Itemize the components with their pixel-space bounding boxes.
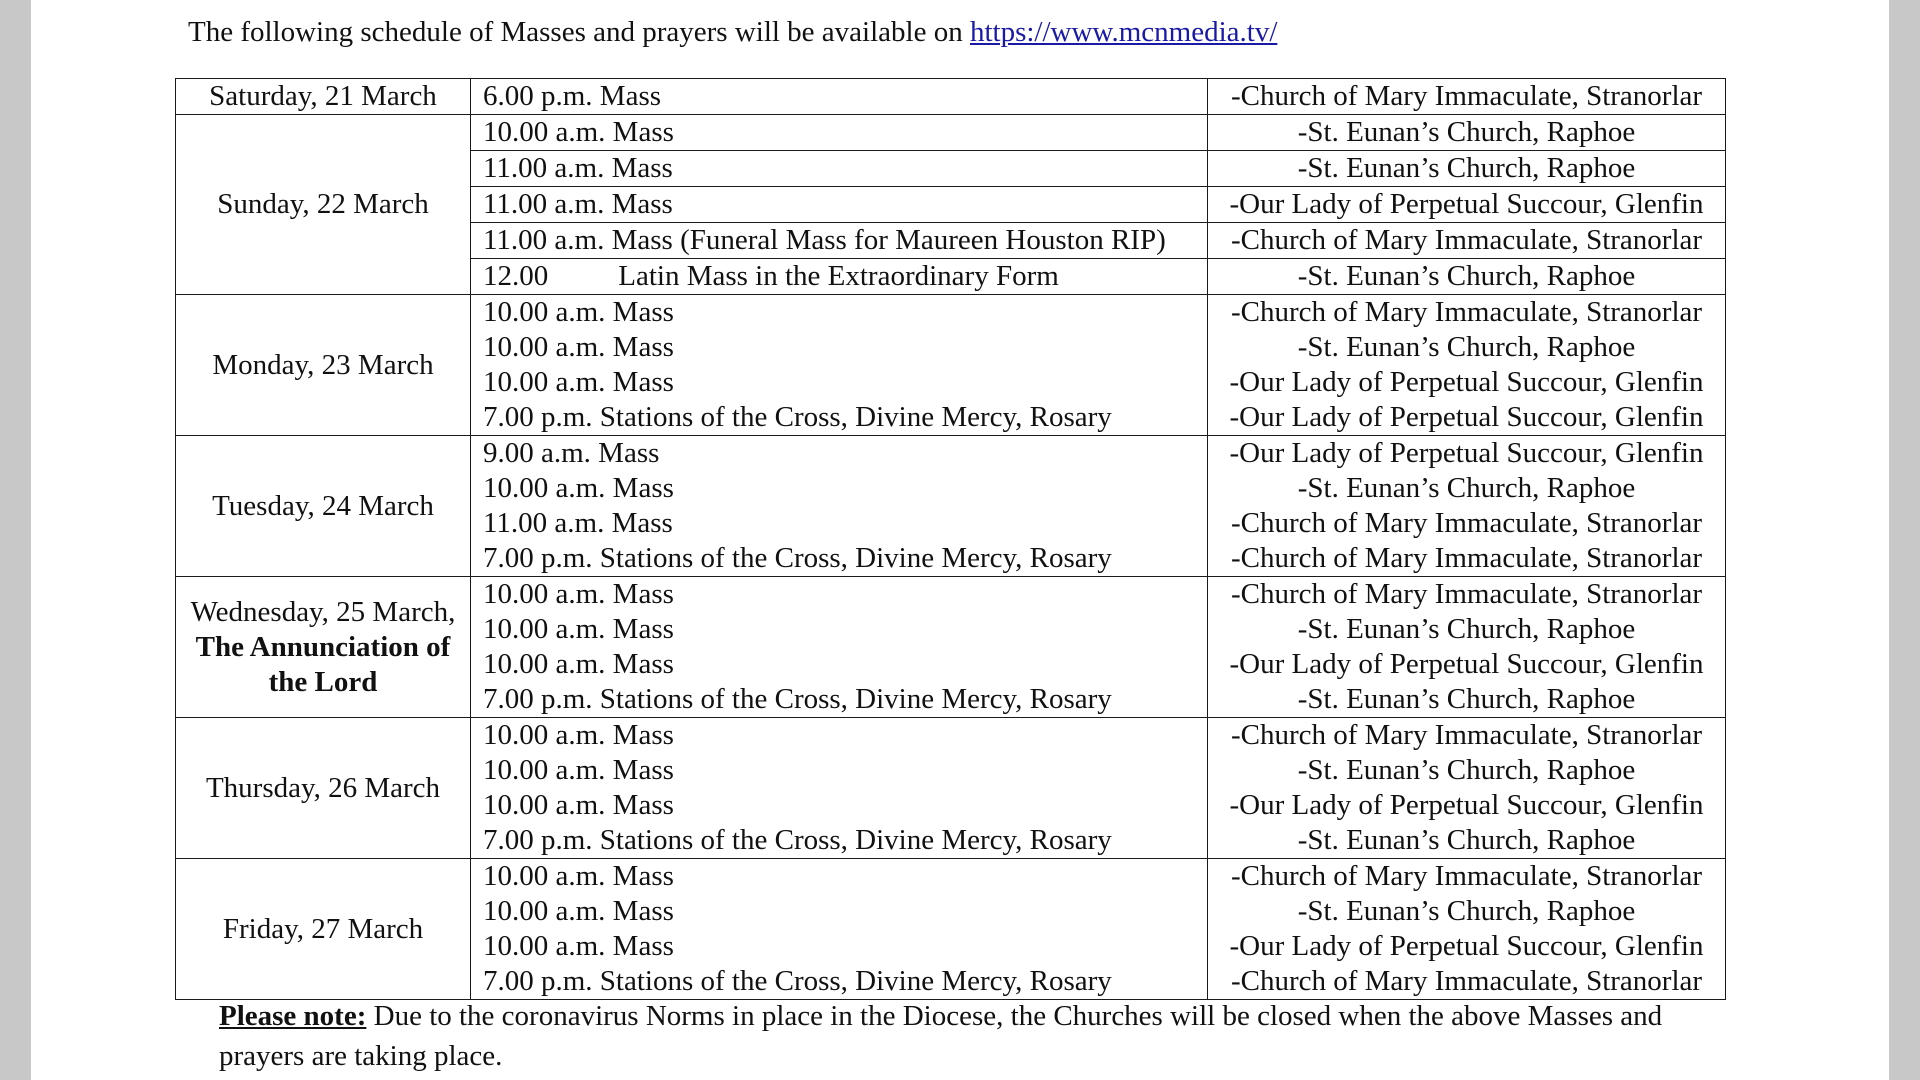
event-text: 11.00 a.m. Mass (Funeral Mass for Maureen Houston RIP) — [483, 224, 1166, 256]
events-cell — [471, 718, 1208, 859]
event-line — [471, 859, 1207, 894]
location-line: -Our Lady of Perpetual Succour, Glenfin — [1229, 401, 1704, 433]
day-cell — [176, 79, 471, 115]
events-cell — [471, 151, 1208, 187]
schedule-table — [175, 78, 1726, 1000]
location-line: -St. Eunan’s Church, Raphoe — [1297, 152, 1636, 184]
location-line: -St. Eunan’s Church, Raphoe — [1297, 331, 1636, 363]
event-text: 10.00 a.m. Mass — [483, 578, 674, 610]
events-cell — [471, 436, 1208, 577]
event-text: 7.00 p.m. Stations of the Cross, Divine Mercy, Rosary — [483, 965, 1112, 997]
event-text: 10.00 a.m. Mass — [483, 116, 674, 148]
day-label: Thursday, 26 March — [205, 771, 441, 804]
event-line — [471, 682, 1207, 717]
event-line — [471, 187, 1207, 222]
events-cell — [471, 115, 1208, 151]
event-line — [471, 365, 1207, 400]
location-line: -St. Eunan’s Church, Raphoe — [1297, 683, 1636, 715]
day-block — [176, 577, 1726, 718]
event-line — [471, 788, 1207, 823]
day-label: Monday, 23 March — [212, 348, 434, 381]
event-line — [471, 506, 1207, 541]
location-line: -Our Lady of Perpetual Succour, Glenfin — [1229, 789, 1704, 821]
location-line: -St. Eunan’s Church, Raphoe — [1297, 824, 1636, 856]
location-line: -Our Lady of Perpetual Succour, Glenfin — [1229, 188, 1704, 220]
locations-cell — [1208, 295, 1726, 436]
intro-line — [188, 12, 1277, 52]
event-line — [471, 295, 1207, 330]
location-line: -St. Eunan’s Church, Raphoe — [1297, 895, 1636, 927]
events-cell — [471, 187, 1208, 223]
event-text: 11.00 a.m. Mass — [483, 152, 673, 184]
day-label: Saturday, 21 March — [209, 80, 437, 112]
note-label: Please note: — [219, 1000, 367, 1032]
day-cell — [176, 859, 471, 1000]
location-line: -St. Eunan’s Church, Raphoe — [1297, 472, 1636, 504]
events-cell — [471, 577, 1208, 718]
day-cell — [176, 577, 471, 718]
events-cell — [471, 859, 1208, 1000]
event-line — [471, 718, 1207, 753]
day-block — [176, 115, 1726, 151]
note-text: Due to the coronavirus Norms in place in the Diocese, the Churches will be closed when the above Masses and prayers are taking place. — [219, 1000, 1663, 1072]
locations-cell — [1208, 187, 1726, 223]
locations-cell — [1208, 79, 1726, 115]
location-line: -Church of Mary Immaculate, Stranorlar — [1230, 578, 1703, 610]
event-line — [471, 330, 1207, 365]
location-line: -St. Eunan’s Church, Raphoe — [1297, 260, 1636, 292]
event-line — [471, 436, 1207, 471]
events-cell — [471, 295, 1208, 436]
location-line: -Church of Mary Immaculate, Stranorlar — [1230, 507, 1703, 539]
events-cell — [471, 79, 1208, 115]
intro-text: The following schedule of Masses and prayers will be available on — [188, 16, 970, 48]
day-cell — [176, 295, 471, 436]
event-line — [471, 259, 1207, 294]
event-text: 6.00 p.m. Mass — [483, 80, 662, 112]
event-text: 10.00 a.m. Mass — [483, 366, 674, 398]
event-text: 11.00 a.m. Mass — [483, 188, 673, 220]
day-label: Sunday, 22 March — [217, 188, 429, 220]
location-line: -Church of Mary Immaculate, Stranorlar — [1230, 224, 1703, 256]
event-line — [471, 151, 1207, 186]
location-line: -Our Lady of Perpetual Succour, Glenfin — [1229, 930, 1704, 962]
event-line — [471, 541, 1207, 576]
locations-cell — [1208, 577, 1726, 718]
day-block — [176, 859, 1726, 1000]
location-line: -Our Lady of Perpetual Succour, Glenfin — [1229, 648, 1704, 680]
event-text: 7.00 p.m. Stations of the Cross, Divine Mercy, Rosary — [483, 401, 1112, 433]
event-text: 10.00 a.m. Mass — [483, 648, 674, 680]
event-text: 10.00 a.m. Mass — [483, 296, 674, 328]
document-page — [31, 0, 1889, 1080]
event-line — [471, 894, 1207, 929]
feast-label: The Annunciation of the Lord — [195, 630, 451, 698]
event-text: 10.00 a.m. Mass — [483, 331, 674, 363]
location-line: -Church of Mary Immaculate, Stranorlar — [1230, 719, 1703, 751]
day-cell — [176, 436, 471, 577]
event-text: 10.00 a.m. Mass — [483, 789, 674, 821]
location-line: -Our Lady of Perpetual Succour, Glenfin — [1229, 437, 1704, 469]
event-line — [471, 223, 1207, 258]
event-text: 7.00 p.m. Stations of the Cross, Divine Mercy, Rosary — [483, 542, 1112, 574]
event-line — [471, 929, 1207, 964]
day-block — [176, 436, 1726, 577]
event-text: 10.00 a.m. Mass — [483, 472, 674, 504]
event-text: 10.00 a.m. Mass — [483, 719, 674, 751]
event-line — [471, 612, 1207, 647]
locations-cell — [1208, 259, 1726, 295]
mcnmedia-link[interactable]: https://www.mcnmedia.tv/ — [969, 16, 1278, 48]
event-text: 10.00 a.m. Mass — [483, 930, 674, 962]
events-cell — [471, 223, 1208, 259]
event-line — [471, 577, 1207, 612]
day-cell — [176, 718, 471, 859]
please-note — [219, 996, 1739, 1076]
event-text: 10.00 a.m. Mass — [483, 895, 674, 927]
day-block — [176, 79, 1726, 115]
location-line: -St. Eunan’s Church, Raphoe — [1297, 754, 1636, 786]
event-text: 9.00 a.m. Mass — [483, 437, 660, 469]
event-line — [471, 471, 1207, 506]
event-text: 7.00 p.m. Stations of the Cross, Divine Mercy, Rosary — [483, 824, 1112, 856]
location-line: -Church of Mary Immaculate, Stranorlar — [1230, 860, 1703, 892]
locations-cell — [1208, 436, 1726, 577]
event-line — [471, 823, 1207, 858]
locations-cell — [1208, 718, 1726, 859]
event-text: 10.00 a.m. Mass — [483, 613, 674, 645]
locations-cell — [1208, 115, 1726, 151]
events-cell — [471, 259, 1208, 295]
day-label: Tuesday, 24 March — [212, 489, 434, 522]
event-line — [471, 753, 1207, 788]
location-line: -Church of Mary Immaculate, Stranorlar — [1230, 296, 1703, 328]
day-block — [176, 718, 1726, 859]
locations-cell — [1208, 151, 1726, 187]
event-text: 10.00 a.m. Mass — [483, 860, 674, 892]
schedule-body — [176, 79, 1726, 1000]
event-text: 11.00 a.m. Mass — [483, 507, 673, 539]
event-extra-text: Latin Mass in the Extraordinary Form — [618, 260, 1059, 292]
day-cell — [176, 115, 471, 295]
event-text: 7.00 p.m. Stations of the Cross, Divine Mercy, Rosary — [483, 683, 1112, 715]
location-line: -Our Lady of Perpetual Succour, Glenfin — [1229, 366, 1704, 398]
day-block — [176, 295, 1726, 436]
event-line — [471, 964, 1207, 999]
locations-cell — [1208, 859, 1726, 1000]
event-text: 10.00 a.m. Mass — [483, 754, 674, 786]
location-line: -Church of Mary Immaculate, Stranorlar — [1230, 965, 1703, 997]
location-line: -St. Eunan’s Church, Raphoe — [1297, 116, 1636, 148]
locations-cell — [1208, 223, 1726, 259]
event-line — [471, 647, 1207, 682]
day-label: Friday, 27 March — [222, 912, 424, 945]
event-text: 12.00 — [483, 260, 549, 292]
event-line — [471, 400, 1207, 435]
location-line: -Church of Mary Immaculate, Stranorlar — [1230, 80, 1703, 112]
location-line: -St. Eunan’s Church, Raphoe — [1297, 613, 1636, 645]
event-line — [471, 79, 1207, 114]
location-line: -Church of Mary Immaculate, Stranorlar — [1230, 542, 1703, 574]
event-line — [471, 115, 1207, 150]
day-label: Wednesday, 25 March, — [190, 595, 456, 628]
